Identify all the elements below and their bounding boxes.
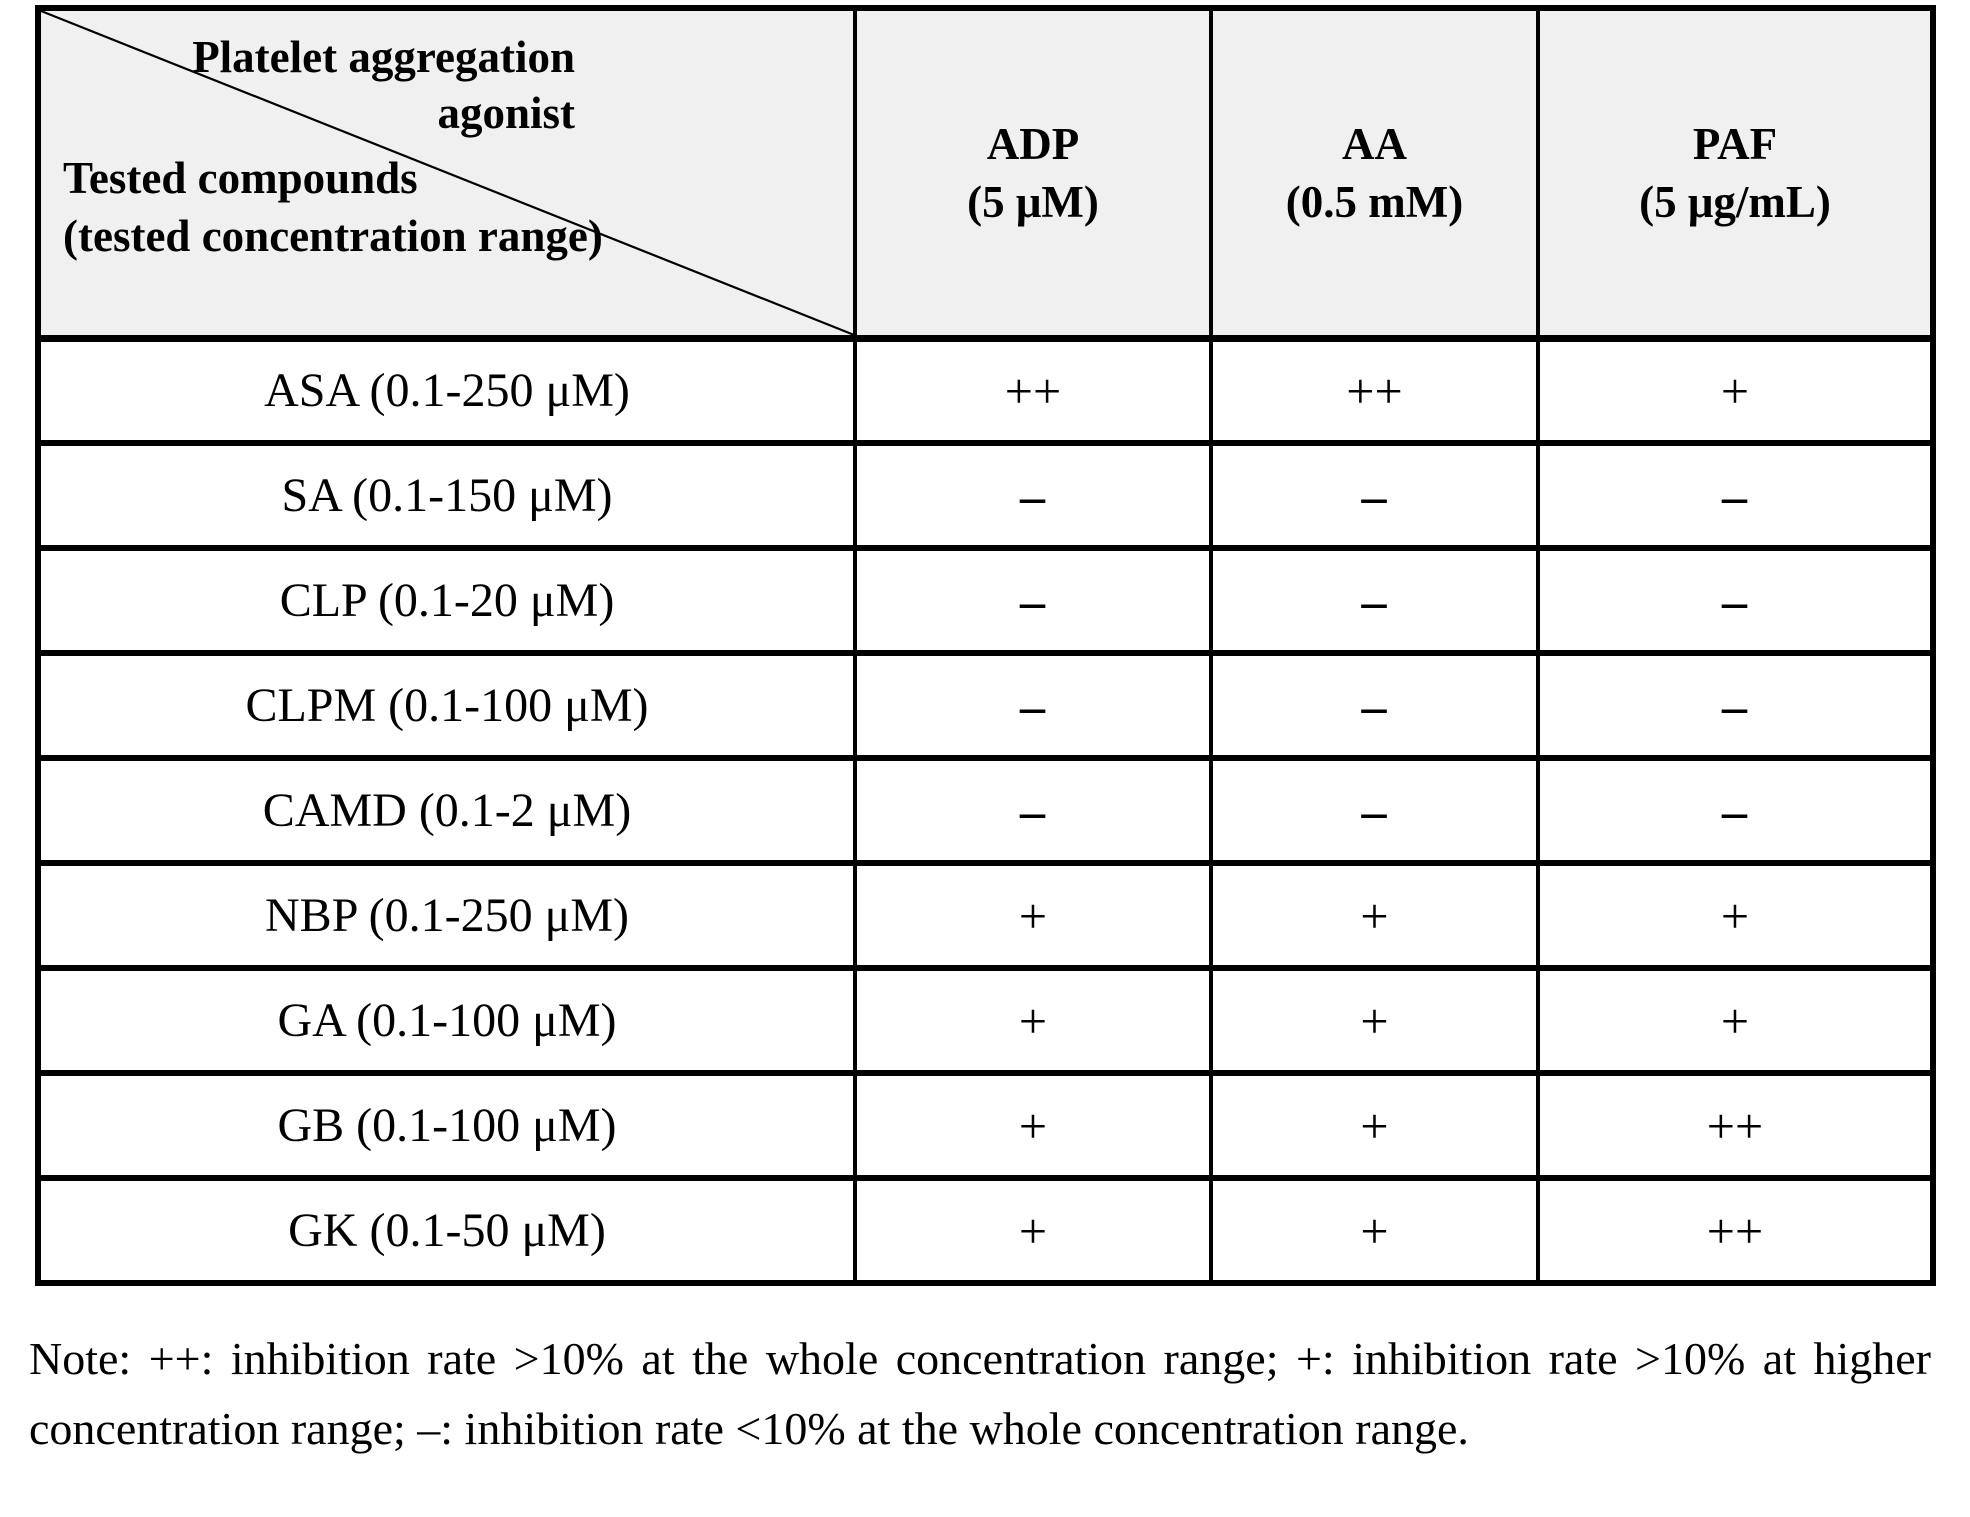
result-cell-aa: + (1211, 863, 1538, 968)
result-cell-adp: + (855, 1178, 1211, 1283)
column-header-paf (1538, 8, 1933, 338)
result-cell-paf: – (1538, 653, 1933, 758)
result-cell-adp: ++ (855, 338, 1211, 443)
result-cell-aa: – (1211, 758, 1538, 863)
corner-agonist-label-line1: Platelet aggregation (192, 32, 575, 82)
compound-cell: NBP (0.1-250 μM) (38, 863, 855, 968)
result-cell-aa: + (1211, 1178, 1538, 1283)
corner-header-cell (38, 8, 855, 338)
result-cell-paf: – (1538, 758, 1933, 863)
result-cell-paf: ++ (1538, 1178, 1933, 1283)
result-cell-adp: – (855, 758, 1211, 863)
compound-cell: ASA (0.1-250 μM) (38, 338, 855, 443)
result-cell-paf: + (1538, 338, 1933, 443)
result-cell-aa: ++ (1211, 338, 1538, 443)
column-header-adp-name: ADP (986, 118, 1080, 169)
table-row-sa (38, 443, 1933, 548)
table-row-clpm (38, 653, 1933, 758)
result-cell-adp: + (855, 1073, 1211, 1178)
table-row-nbp (38, 863, 1933, 968)
compound-cell: SA (0.1-150 μM) (38, 443, 855, 548)
column-header-aa-dose: (0.5 mM) (1285, 176, 1464, 227)
column-header-aa (1211, 8, 1538, 338)
table-footnote: Note: ++: inhibition rate >10% at the whole concentration range; +: inhibition rate >10% at higher concentration range; –: inhibition rate <10% at the whole concentration range. (29, 1333, 1931, 1454)
corner-agonist-label (41, 29, 575, 141)
compound-cell: CLP (0.1-20 μM) (38, 548, 855, 653)
column-header-paf-name: PAF (1692, 118, 1778, 169)
corner-agonist-label-line2: agonist (437, 88, 575, 138)
result-cell-adp: – (855, 548, 1211, 653)
compound-cell: GK (0.1-50 μM) (38, 1178, 855, 1283)
compound-cell: CAMD (0.1-2 μM) (38, 758, 855, 863)
result-cell-aa: – (1211, 653, 1538, 758)
result-cell-adp: – (855, 443, 1211, 548)
result-cell-adp: + (855, 863, 1211, 968)
table-row-clp (38, 548, 1933, 653)
result-cell-aa: – (1211, 548, 1538, 653)
result-cell-paf: – (1538, 443, 1933, 548)
result-cell-adp: – (855, 653, 1211, 758)
corner-compounds-label-line1: Tested compounds (63, 153, 418, 203)
corner-compounds-label-line2: (tested concentration range) (63, 211, 603, 261)
result-cell-aa: + (1211, 1073, 1538, 1178)
table-header-row (38, 8, 1933, 338)
platelet-aggregation-table (35, 5, 1936, 1286)
table-row-gk (38, 1178, 1933, 1283)
compound-cell: CLPM (0.1-100 μM) (38, 653, 855, 758)
table-row-gb (38, 1073, 1933, 1178)
result-cell-paf: – (1538, 548, 1933, 653)
column-header-adp (855, 8, 1211, 338)
result-cell-adp: + (855, 968, 1211, 1073)
column-header-aa-name: AA (1342, 118, 1407, 169)
column-header-paf-dose: (5 μg/mL) (1639, 176, 1831, 227)
result-cell-aa: – (1211, 443, 1538, 548)
result-cell-paf: ++ (1538, 1073, 1933, 1178)
table-row-ga (38, 968, 1933, 1073)
table-row-asa (38, 338, 1933, 443)
result-cell-aa: + (1211, 968, 1538, 1073)
column-header-adp-dose: (5 μM) (967, 176, 1099, 227)
result-cell-paf: + (1538, 863, 1933, 968)
compound-cell: GA (0.1-100 μM) (38, 968, 855, 1073)
result-cell-paf: + (1538, 968, 1933, 1073)
table-row-camd (38, 758, 1933, 863)
compound-cell: GB (0.1-100 μM) (38, 1073, 855, 1178)
corner-compounds-label (63, 149, 603, 265)
